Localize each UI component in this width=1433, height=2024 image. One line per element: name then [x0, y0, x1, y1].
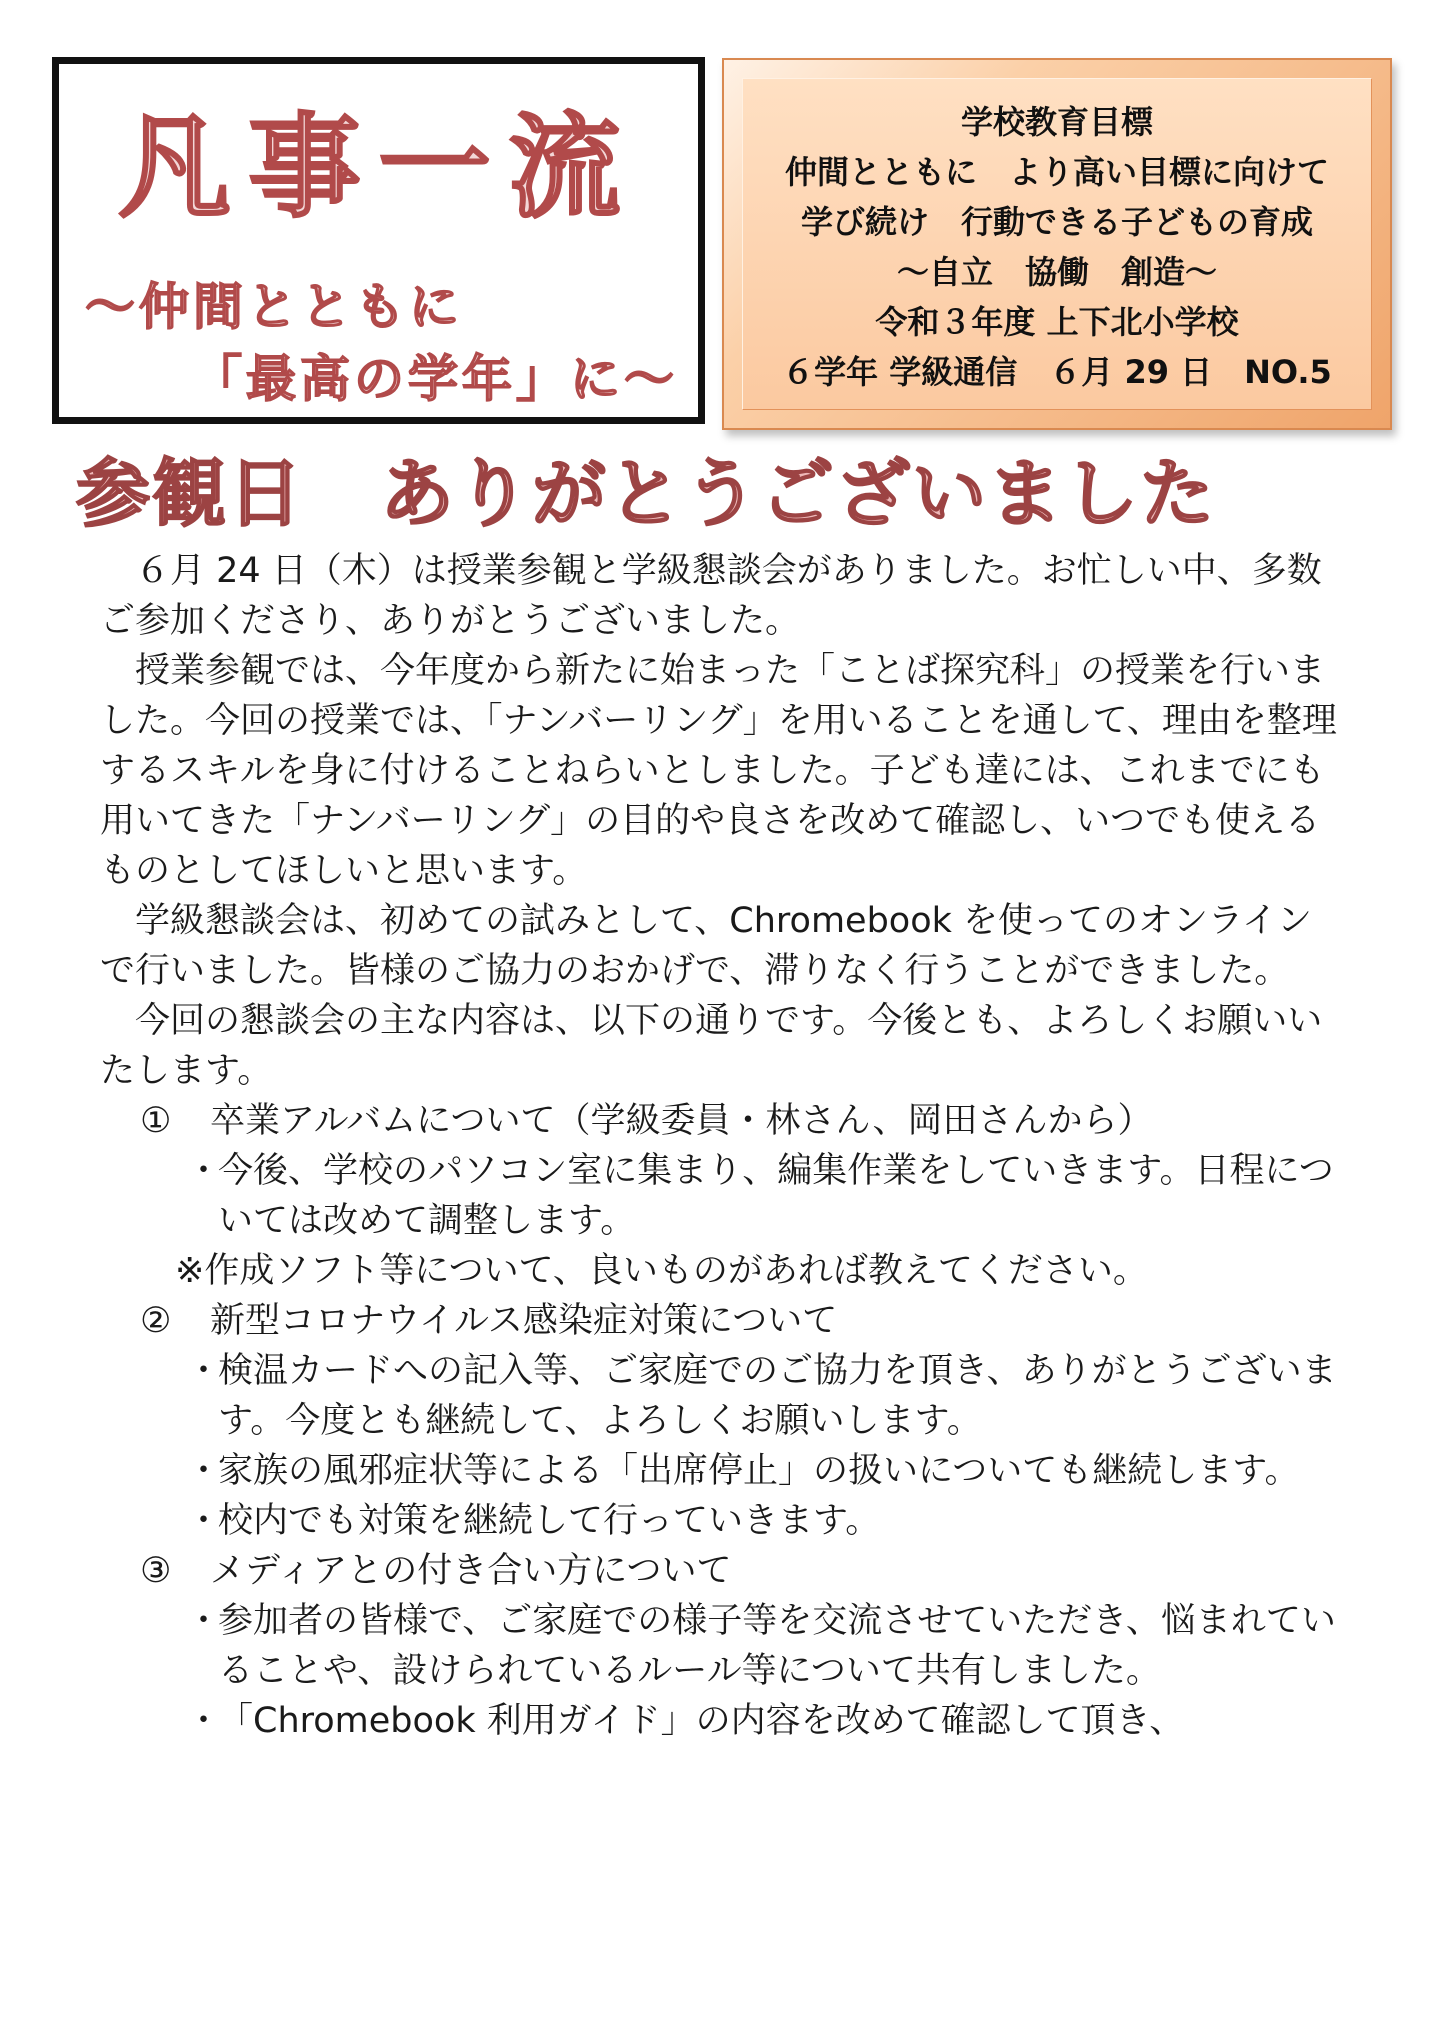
agenda-topic [100, 1546, 1340, 1596]
section-heading: 参観日 ありがとうございました [76, 451, 1216, 537]
bullet-item [100, 1496, 1340, 1546]
agenda-title: 卒業アルバムについて（学級委員・林さん、岡田さんから） [210, 1101, 1153, 1141]
bullet-list [100, 1596, 1340, 1746]
bullet-icon: ・ [186, 1451, 222, 1491]
agenda-item [100, 1546, 1340, 1746]
agenda-note: ※作成ソフト等について、良いものがあれば教えてください。 [175, 1251, 1148, 1291]
bullet-icon: ・ [186, 1151, 222, 1191]
bullet-icon: ・ [186, 1601, 222, 1641]
agenda-list [100, 1096, 1340, 1746]
bullet-item [100, 1596, 1340, 1696]
bullet-text: 「Chromebook 利用ガイド」の内容を改めて確認して頂き、 [218, 1701, 1185, 1741]
bullet-item [100, 1346, 1340, 1446]
goals-motto: ～自立 協働 創造～ [896, 253, 1217, 291]
bullet-text: 参加者の皆様で、ご家庭での様子等を交流させていただき、悩まれていることや、設けられているルール等について共有しました。 [218, 1601, 1336, 1691]
bullet-list [100, 1146, 1340, 1246]
masthead-subtitle-line1: ～仲間とともに [85, 277, 463, 336]
agenda-title: 新型コロナウイルス感染症対策について [210, 1301, 838, 1341]
goals-line-1: 仲間とともに より高い目標に向けて [784, 153, 1329, 191]
bullet-item [100, 1146, 1340, 1246]
bullet-item [100, 1696, 1340, 1746]
school-goals-panel [722, 58, 1392, 430]
bullet-icon: ・ [186, 1501, 222, 1541]
agenda-item [100, 1096, 1340, 1296]
bullet-text: 家族の風邪症状等による「出席停止」の扱いについても継続します。 [218, 1451, 1300, 1491]
agenda-number: ① [140, 1101, 172, 1141]
bullet-text: 校内でも対策を継続して行っていきます。 [218, 1501, 881, 1541]
goals-line-2: 学び続け 行動できる子どもの育成 [800, 203, 1313, 241]
agenda-item [100, 1296, 1340, 1546]
agenda-topic [100, 1296, 1340, 1346]
paragraph: 授業参観では、今年度から新たに始まった「ことば探究科」の授業を行いました。今回の授業では、「ナンバーリング」を用いることを通して、理由を整理するスキルを身に付けることねらいとしました。子ども達には、これまでにも用いてきた「ナンバーリング」の目的や良さを改めて確認し、いつでも使えるものとしてほしいと思います。 [100, 651, 1337, 891]
masthead-box [52, 57, 705, 424]
agenda-title: メディアとの付き合い方について [210, 1551, 732, 1591]
bullet-text: 今後、学校のパソコン室に集まり、編集作業をしていきます。日程については改めて調整します。 [218, 1151, 1334, 1241]
agenda-number: ② [140, 1301, 172, 1341]
agenda-number: ③ [140, 1551, 172, 1591]
article-body [100, 546, 1340, 1746]
school-name: 令和３年度 上下北小学校 [875, 303, 1239, 341]
agenda-topic [100, 1096, 1340, 1146]
bullet-icon: ・ [186, 1701, 222, 1741]
masthead-title: 凡事一流 [118, 102, 639, 233]
bullet-item [100, 1446, 1340, 1496]
paragraph: 学級懇談会は、初めての試みとして、Chromebook を使ってのオンラインで行いました。皆様のご協力のおかげで、滞りなく行うことができました。 [100, 901, 1312, 991]
bullet-list [100, 1346, 1340, 1546]
masthead-subtitle-line2: 「最高の学年」に～ [192, 349, 678, 408]
newsletter-issue-info: ６学年 学級通信 ６月 29 日 NO.5 [782, 353, 1332, 391]
bullet-text: 検温カードへの記入等、ご家庭でのご協力を頂き、ありがとうございます。今度とも継続して、よろしくお願いします。 [218, 1351, 1337, 1441]
bullet-icon: ・ [186, 1351, 222, 1391]
paragraph: 今回の懇談会の主な内容は、以下の通りです。今後とも、よろしくお願いいたします。 [100, 1001, 1323, 1091]
goals-heading: 学校教育目標 [960, 103, 1153, 141]
paragraph: ６月 24 日（木）は授業参観と学級懇談会がありました。お忙しい中、多数ご参加くださり、ありがとうございました。 [100, 551, 1322, 641]
school-goals-inner [742, 78, 1372, 410]
